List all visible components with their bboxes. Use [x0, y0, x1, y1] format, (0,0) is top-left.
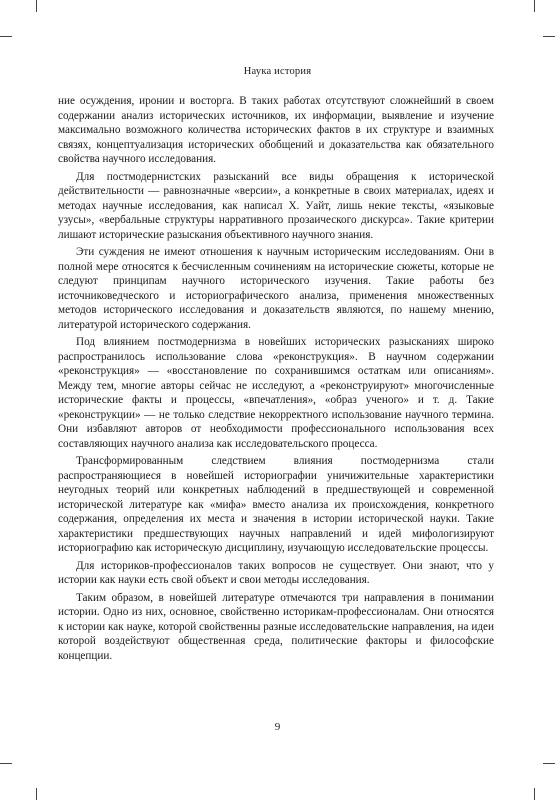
crop-mark: [36, 0, 37, 12]
paragraph: Таким образом, в новейшей литературе отмечаются три направления в понимании истории. Одно из них, основное, свойственно историкам-профессионалам. Они относятся к истории как науке, которой свойственны разные исследовательские направления, на идеи которой воздействуют общественная среда, политические факторы и философские концепции.: [58, 591, 494, 662]
crop-mark: [543, 763, 555, 764]
paragraph: Под влиянием постмодернизма в новейших исторических разысканиях широко распространилось использование слова «реконструкция». В научном содержании «реконструкция» — «восстановление по сохранившимся остаткам или описаниям». Между тем, многие авторы сейчас не исследуют, а «реконструируют» многочисленные исторические факты и процессы, «впечатления», «образ ученого» и т. д. Такие «реконструкции» — не только следствие некорректного использование научного термина. Они избавляют авторов от необходимости профессионального использования всех составляющих научного анализа как исследовательского процесса.: [58, 336, 494, 450]
paragraph: ние осуждения, иронии и восторга. В таких работах отсутствуют сложнейший в своем содержании анализ исторических источников, их информации, выявление и изучение максимально возможного количества исторических фактов в их структуре и взаимных связях, концептуализация исторических обобщений и доказательства как обязательного свойства научного исследования.: [58, 95, 494, 165]
body-text: [58, 94, 494, 666]
crop-mark: [0, 36, 12, 37]
running-header: Наука история: [243, 66, 312, 77]
crop-mark: [543, 36, 555, 37]
crop-mark: [534, 788, 535, 800]
paragraph: Эти суждения не имеют отношения к научным историческим исследованиям. Они в полной мере относятся к бесчисленным сочинениям на исторические сюжеты, которые не следуют принципам научного исторического изучения. Такие работы без источниковедческого и историографического анализа, применения множественных методов исторического исследования и доказательств являются, по нашему мнению, литературой исторического содержания.: [58, 246, 494, 331]
crop-mark: [534, 0, 535, 12]
paragraph: Для историков-профессионалов таких вопросов не существует. Они знают, что у истории как науки есть свой объект и свои методы исследования.: [58, 559, 494, 586]
crop-mark: [0, 763, 12, 764]
paragraph: Для постмодернистских разысканий все виды обращения к исторической действительности — равнозначные «версии», а конкретные в своих материалах, идеях и методах научные исследования, как написал Х. Уайт, лишь некие тексты, «языковые узусы», «вербальные структуры нарративного прозаического дискурса». Такие критерии лишают исторические разыскания объективного научного знания.: [58, 170, 494, 241]
paragraph: Трансформированным следствием влияния постмодернизма стали распространяющиеся в новейшей историографии уничижительные характеристики неугодных теорий или конкретных наблюдений в предшествующей и современной исторической литературе как «мифа» вместо анализа их происхождения, конкретного содержания, определения их места и значения в истории исторической науки. Такие характеристики предшествующих научных направлений и идей мифологизируют историографию как историческую дисциплину, изучающую исследовательские процессы.: [58, 455, 494, 554]
page-number: 9: [274, 721, 281, 733]
crop-mark: [36, 788, 37, 800]
